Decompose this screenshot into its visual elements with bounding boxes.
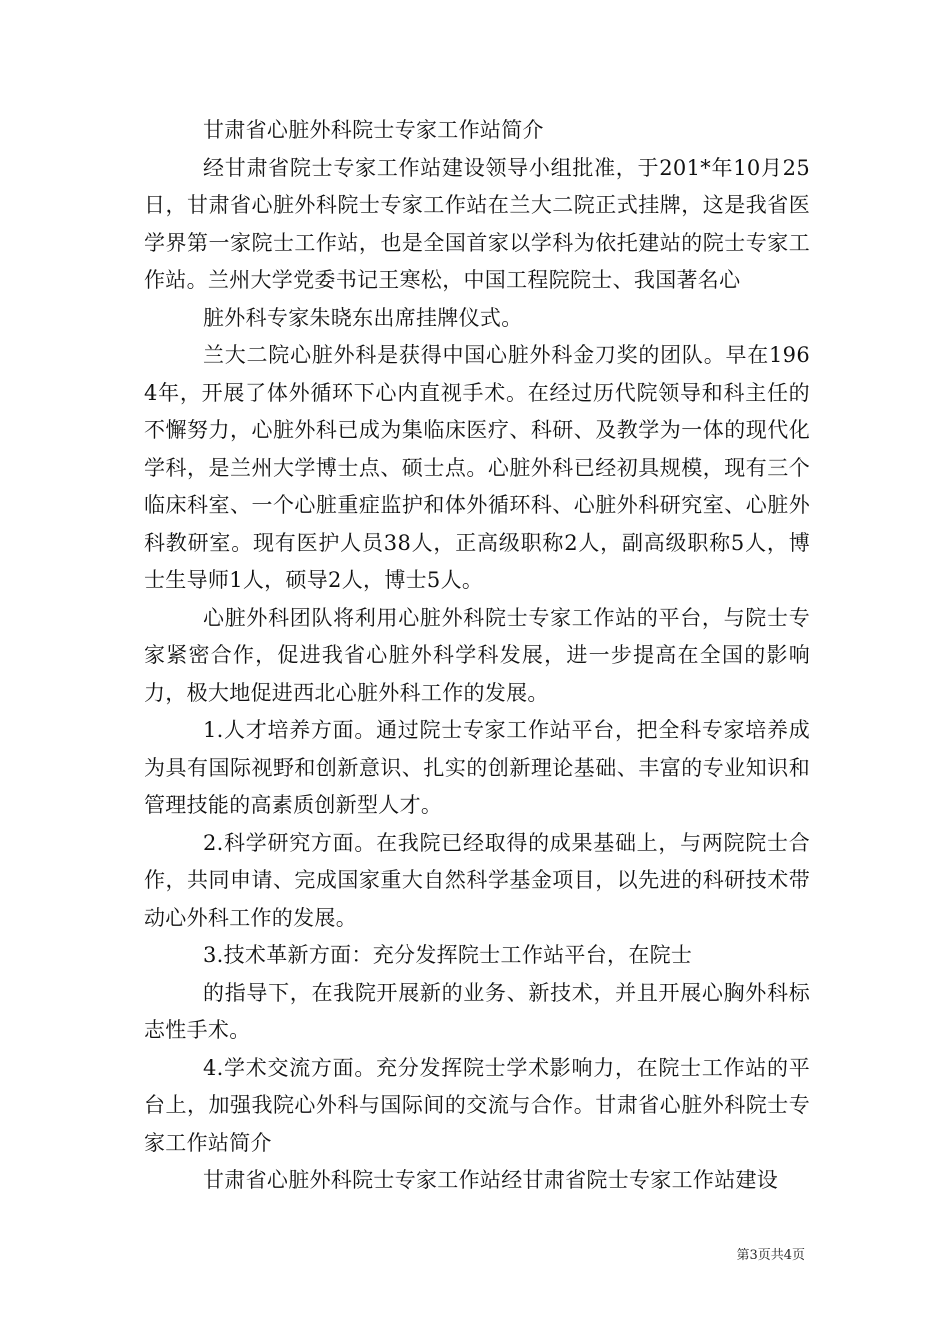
paragraph: 的指导下，在我院开展新的业务、新技术，并且开展心胸外科标志性手术。 bbox=[144, 980, 810, 1042]
paragraph: 兰大二院心脏外科是获得中国心脏外科金刀奖的团队。早在1964年，开展了体外循环下心内直视手术。在经过历代院领导和科主任的不懈努力，心脏外科已成为集临床医疗、科研、及教学为一体的现代化学科，是兰州大学博士点、硕士点。心脏外科已经初具规模，现有三个临床科室、一个心脏重症监护和体外循环科、心脏外科研究室、心脏外科教研室。现有医护人员38人，正高级职称2人，副高级职称5人，博士生导师1人，硕导2人，博士5人。 bbox=[144, 343, 810, 592]
list-item: 3.技术革新方面：充分发挥院士工作站平台，在院士 bbox=[203, 943, 693, 967]
document-title: 甘肃省心脏外科院士专家工作站简介 bbox=[203, 118, 544, 142]
list-item: 2.科学研究方面。在我院已经取得的成果基础上，与两院院士合作，共同申请、完成国家重大自然科学基金项目，以先进的科研技术带动心外科工作的发展。 bbox=[144, 830, 810, 930]
list-item: 1.人才培养方面。通过院士专家工作站平台，把全科专家培养成为具有国际视野和创新意识、扎实的创新理论基础、丰富的专业知识和管理技能的高素质创新型人才。 bbox=[144, 718, 810, 817]
paragraph: 经甘肃省院士专家工作站建设领导小组批准，于201*年10月25日，甘肃省心脏外科院士专家工作站在兰大二院正式挂牌，这是我省医学界第一家院士工作站，也是全国首家以学科为依托建站的院士专家工作站。兰州大学党委书记王寒松，中国工程院院士、我国著名心 bbox=[144, 155, 810, 292]
page-number: 第3页共4页 bbox=[736, 1248, 805, 1263]
paragraph: 心脏外科团队将利用心脏外科院士专家工作站的平台，与院士专家紧密合作，促进我省心脏外科学科发展，进一步提高在全国的影响力，极大地促进西北心脏外科工作的发展。 bbox=[144, 605, 810, 705]
paragraph: 脏外科专家朱晓东出席挂牌仪式。 bbox=[203, 305, 523, 330]
list-item: 4.学术交流方面。充分发挥院士学术影响力，在院士工作站的平台上，加强我院心外科与国际间的交流与合作。甘肃省心脏外科院士专家工作站简介 bbox=[144, 1055, 810, 1155]
document-body bbox=[144, 112, 810, 1200]
paragraph: 甘肃省心脏外科院士专家工作站经甘肃省院士专家工作站建设 bbox=[203, 1168, 779, 1192]
